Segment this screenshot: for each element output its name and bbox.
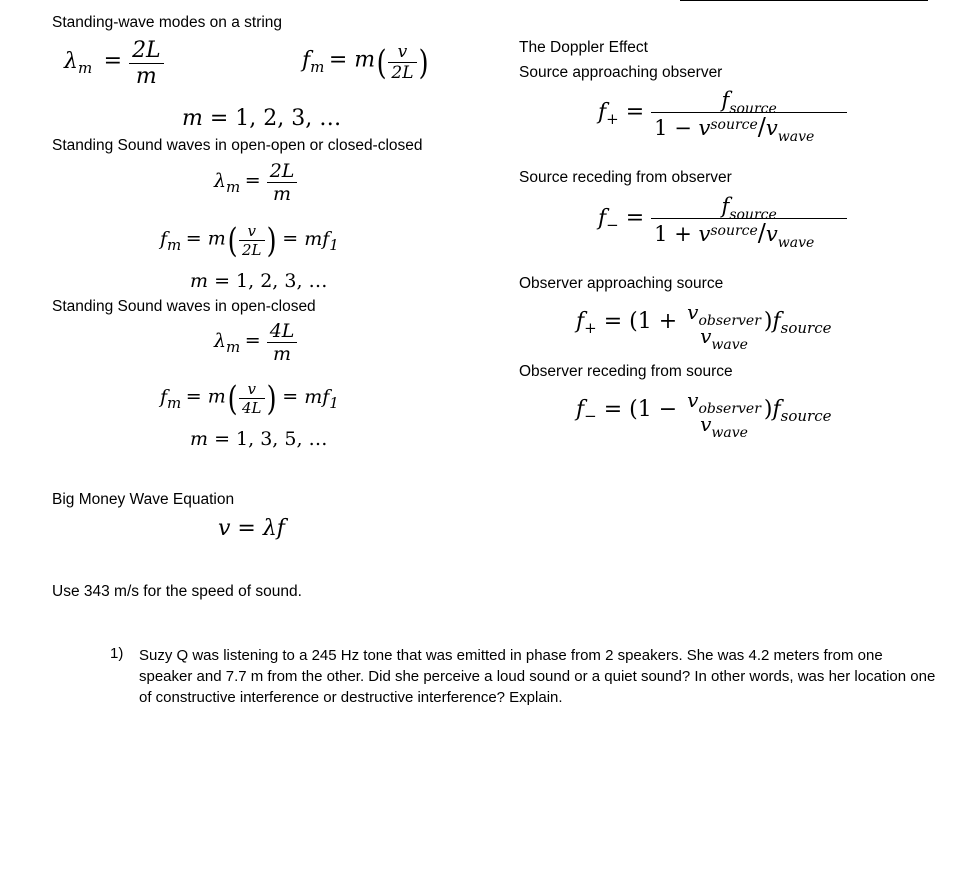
- equation-openopen-modes: m = 1, 2, 3, …: [190, 270, 328, 292]
- equation-observer-approaching: $f_+ = (1$ + $v_{observer}$ $v_{wave}$ )$f_{source}$: [576, 300, 832, 353]
- equation-string-frequency: $f_m = m$( $\frac{v}{2L}$ ): [302, 42, 429, 83]
- question-number: 1): [110, 645, 124, 662]
- equation-observer-receding: $f_- = (1$ − $v_{observer}$ $v_{wave}$ )$f_{source}$: [576, 388, 832, 441]
- heading-open-open: Standing Sound waves in open-open or closed-closed: [52, 137, 423, 154]
- heading-doppler: The Doppler Effect: [519, 39, 648, 56]
- equation-string-modes: m = 1, 2, 3, …: [182, 106, 342, 131]
- equation-source-approaching: $f_+$ = $\frac{f_{source}}{1 - v^{source}/v_{wave}}$: [598, 88, 847, 141]
- equation-string-wavelength: $\lambda_m$ = $\frac{2L}{m}$: [64, 38, 164, 89]
- equation-openclosed-modes: m = 1, 3, 5, …: [190, 428, 328, 450]
- question-text: Suzy Q was listening to a 245 Hz tone that was emitted in phase from 2 speakers. She was 4.2 meters from one speaker and 7.7 m from the other. Did she perceive a loud sound or a quiet sound? In other words, was her location one of constructive interference or destructive interference? Explain.: [139, 647, 936, 706]
- equation-wave: v = λf: [218, 516, 285, 541]
- equation-openclosed-wavelength: $\lambda_m$ = $\frac{4L}{m}$: [214, 320, 297, 365]
- label-source-approaching: Source approaching observer: [519, 64, 723, 81]
- label-source-receding: Source receding from observer: [519, 169, 732, 186]
- speed-of-sound-note: Use 343 m/s for the speed of sound.: [52, 583, 302, 600]
- equation-openopen-frequency: $f_m = m$( $\frac{v}{2L}$ ) = $mf_1$: [160, 220, 339, 261]
- top-rule: [680, 0, 928, 1]
- equation-openclosed-frequency: $f_m = m$( $\frac{v}{4L}$ ) = $mf_1$: [160, 378, 339, 419]
- heading-big-money: Big Money Wave Equation: [52, 491, 235, 508]
- equation-openopen-wavelength: $\lambda_m$ = $\frac{2L}{m}$: [214, 160, 297, 205]
- heading-open-closed: Standing Sound waves in open-closed: [52, 298, 316, 315]
- label-observer-approaching: Observer approaching source: [519, 275, 724, 292]
- heading-string-modes: Standing-wave modes on a string: [52, 14, 283, 31]
- label-observer-receding: Observer receding from source: [519, 363, 733, 380]
- equation-source-receding: $f_-$ = $\frac{f_{source}}{1 + v^{source}/v_{wave}}$: [598, 194, 847, 247]
